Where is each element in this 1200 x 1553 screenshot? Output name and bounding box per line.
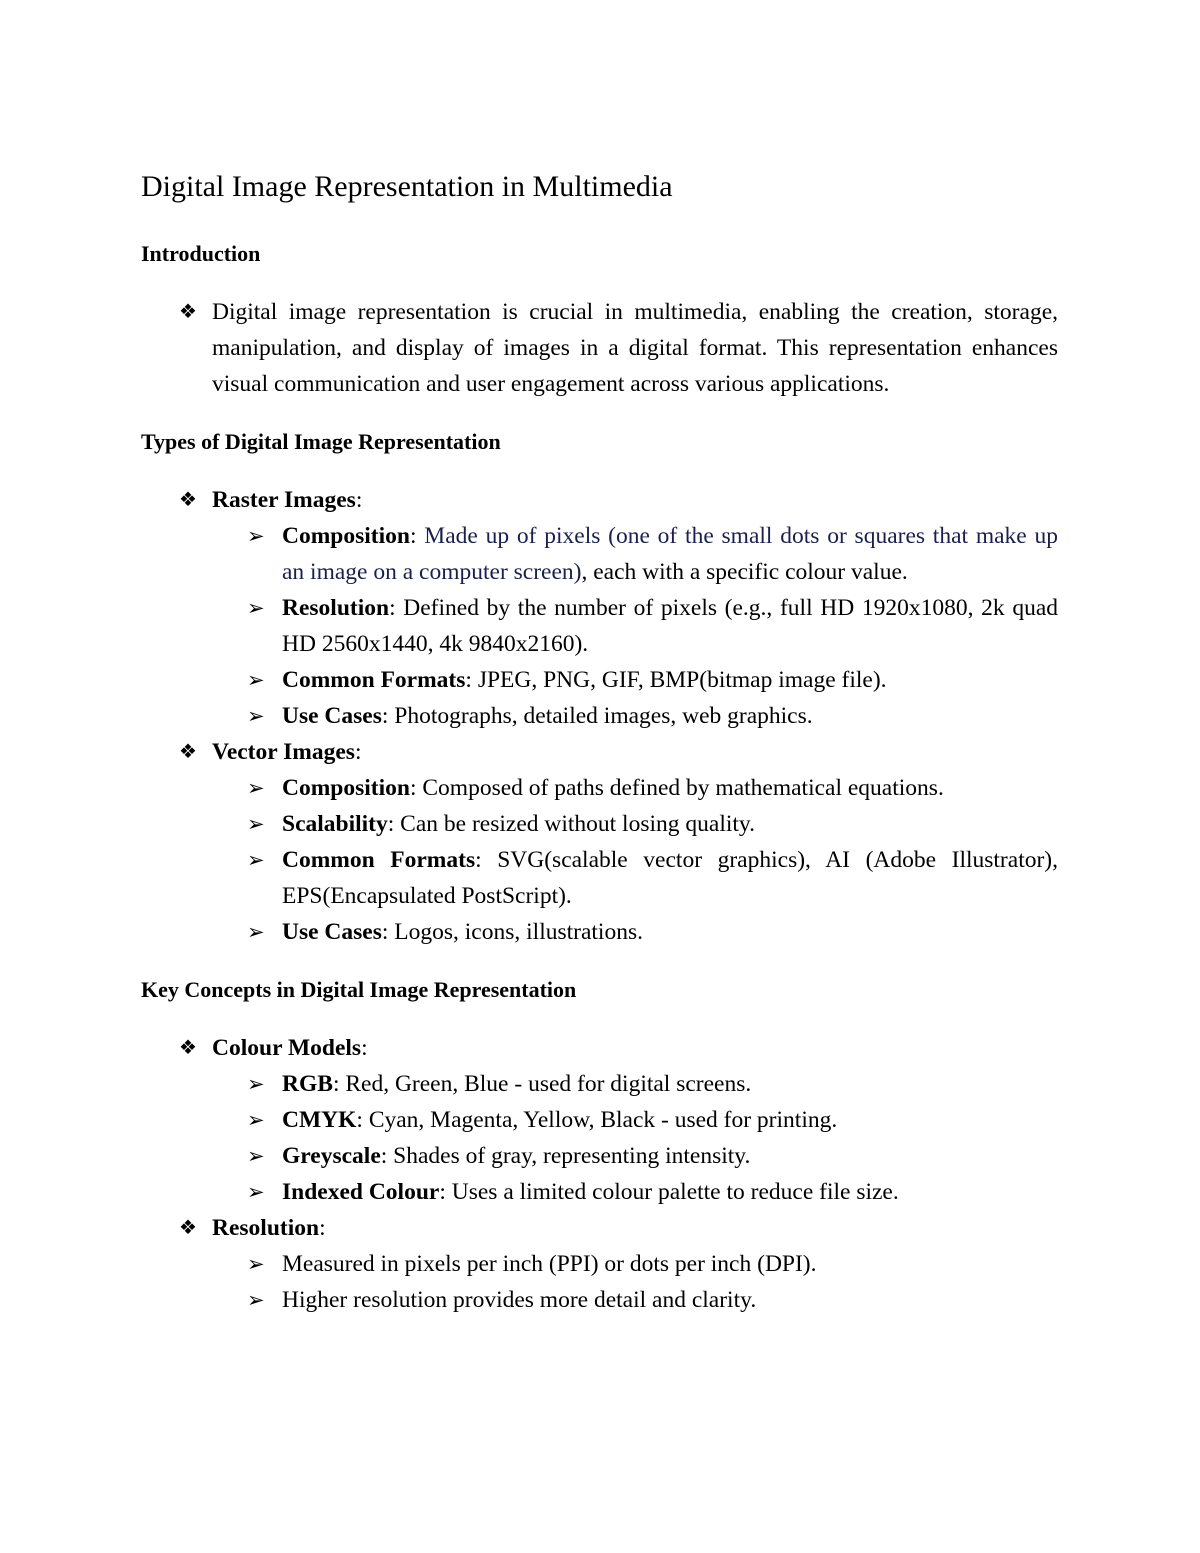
- bullet-resolution: ❖ Resolution:: [141, 1210, 1058, 1246]
- subbullet-vector-formats: ➢ Common Formats: SVG(scalable vector graphics), AI (Adobe Illustrator), EPS(Encapsulated PostScript).: [141, 842, 1058, 914]
- bullet-label: Vector Images: [212, 739, 355, 765]
- subbullet-cmyk: ➢ CMYK: Cyan, Magenta, Yellow, Black - used for printing.: [141, 1102, 1058, 1138]
- diamond-bullet-icon: ❖: [179, 741, 197, 763]
- diamond-bullet-icon: ❖: [179, 1217, 197, 1239]
- arrow-bullet-icon: ➢: [247, 776, 265, 800]
- subbullet-label: RGB: [282, 1071, 333, 1097]
- subbullet-raster-composition: ➢ Composition: Made up of pixels (one of the small dots or squares that make up an image on a computer screen), each with a specific colour value.: [141, 518, 1058, 590]
- subbullet-label: Common Formats: [282, 847, 476, 873]
- composition-definition: Made up of pixels (one of the small dots or squares that make up an image on a computer screen): [282, 523, 1059, 585]
- composition-rest: , each with a specific colour value.: [581, 559, 908, 585]
- subbullet-label: Use Cases: [282, 919, 382, 945]
- subbullet-raster-usecases: ➢ Use Cases: Photographs, detailed images, web graphics.: [141, 698, 1058, 734]
- subbullet-raster-resolution: ➢ Resolution: Defined by the number of pixels (e.g., full HD 1920x1080, 2k quad HD 2560x1440, 4k 9840x2160).: [141, 590, 1058, 662]
- bullet-label: Raster Images: [212, 487, 356, 513]
- subbullet-text: Shades of gray, representing intensity.: [393, 1143, 751, 1169]
- intro-bullet: [141, 294, 1058, 402]
- subbullet-text: Logos, icons, illustrations.: [394, 919, 643, 945]
- subbullet-label: Indexed Colour: [282, 1179, 440, 1205]
- arrow-bullet-icon: ➢: [247, 1180, 265, 1204]
- subbullet-vector-usecases: ➢ Use Cases: Logos, icons, illustrations.: [141, 914, 1058, 950]
- subbullet-text: Photographs, detailed images, web graphics.: [394, 703, 813, 729]
- arrow-bullet-icon: ➢: [247, 704, 265, 728]
- bullet-vector-images: ❖ Vector Images:: [141, 734, 1058, 770]
- arrow-bullet-icon: ➢: [247, 1072, 265, 1096]
- bullet-label: Resolution: [212, 1215, 320, 1241]
- subbullet-resolution-measure: [141, 1246, 1058, 1282]
- arrow-bullet-icon: ➢: [247, 596, 265, 620]
- section-heading-introduction: Introduction: [141, 241, 261, 266]
- bullet-label: Colour Models: [212, 1035, 362, 1061]
- subbullet-text: Cyan, Magenta, Yellow, Black - used for printing.: [368, 1107, 838, 1133]
- subbullet-rgb: ➢ RGB: Red, Green, Blue - used for digital screens.: [141, 1066, 1058, 1102]
- arrow-bullet-icon: ➢: [247, 1252, 265, 1276]
- arrow-bullet-icon: ➢: [247, 668, 265, 692]
- document-content: [141, 168, 1058, 1318]
- subbullet-indexed-colour: ➢ Indexed Colour: Uses a limited colour palette to reduce file size.: [141, 1174, 1058, 1210]
- subbullet-text: Uses a limited colour palette to reduce file size.: [451, 1179, 899, 1205]
- subbullet-label: Composition: [282, 775, 410, 801]
- subbullet-label: Resolution: [282, 595, 390, 621]
- arrow-bullet-icon: ➢: [247, 920, 265, 944]
- diamond-bullet-icon: ❖: [179, 489, 197, 511]
- subbullet-greyscale: ➢ Greyscale: Shades of gray, representing intensity.: [141, 1138, 1058, 1174]
- arrow-bullet-icon: ➢: [247, 524, 265, 548]
- intro-text: Digital image representation is crucial in multimedia, enabling the creation, storage, manipulation, and display of images in a digital format. This representation enhances visual communication and user engagement across various applications.: [212, 299, 1058, 397]
- subbullet-text: SVG(scalable vector graphics), AI (Adobe Illustrator), EPS(Encapsulated PostScript).: [282, 847, 1058, 909]
- subbullet-text: JPEG, PNG, GIF, BMP(bitmap image file).: [477, 667, 887, 693]
- subbullet-text: Defined by the number of pixels (e.g., full HD 1920x1080, 2k quad HD 2560x1440, 4k 9840x2160).: [282, 595, 1059, 657]
- document-title: Digital Image Representation in Multimedia: [141, 170, 673, 203]
- diamond-bullet-icon: ❖: [179, 1037, 197, 1059]
- bullet-colour-models: ❖ Colour Models:: [141, 1030, 1058, 1066]
- subbullet-text: Can be resized without losing quality.: [400, 811, 756, 837]
- subbullet-label: Composition: [282, 523, 410, 549]
- bullet-raster-images: ❖ Raster Images:: [141, 482, 1058, 518]
- subbullet-label: Common Formats: [282, 667, 466, 693]
- arrow-bullet-icon: ➢: [247, 1288, 265, 1312]
- arrow-bullet-icon: ➢: [247, 848, 265, 872]
- subbullet-text: Measured in pixels per inch (PPI) or dots per inch (DPI).: [282, 1251, 817, 1277]
- subbullet-label: Greyscale: [282, 1143, 381, 1169]
- section-heading-types: Types of Digital Image Representation: [141, 429, 501, 454]
- subbullet-vector-scalability: ➢ Scalability: Can be resized without losing quality.: [141, 806, 1058, 842]
- subbullet-resolution-detail: [141, 1282, 1058, 1318]
- subbullet-vector-composition: ➢ Composition: Composed of paths defined by mathematical equations.: [141, 770, 1058, 806]
- subbullet-text: Red, Green, Blue - used for digital screens.: [345, 1071, 752, 1097]
- subbullet-text: Higher resolution provides more detail and clarity.: [282, 1287, 757, 1313]
- arrow-bullet-icon: ➢: [247, 1144, 265, 1168]
- diamond-bullet-icon: ❖: [179, 301, 197, 323]
- section-heading-key-concepts: Key Concepts in Digital Image Representation: [141, 977, 577, 1002]
- subbullet-label: CMYK: [282, 1107, 357, 1133]
- subbullet-text: Composed of paths defined by mathematical equations.: [422, 775, 944, 801]
- arrow-bullet-icon: ➢: [247, 1108, 265, 1132]
- subbullet-label: Use Cases: [282, 703, 382, 729]
- subbullet-raster-formats: ➢ Common Formats: JPEG, PNG, GIF, BMP(bitmap image file).: [141, 662, 1058, 698]
- arrow-bullet-icon: ➢: [247, 812, 265, 836]
- subbullet-label: Scalability: [282, 811, 388, 837]
